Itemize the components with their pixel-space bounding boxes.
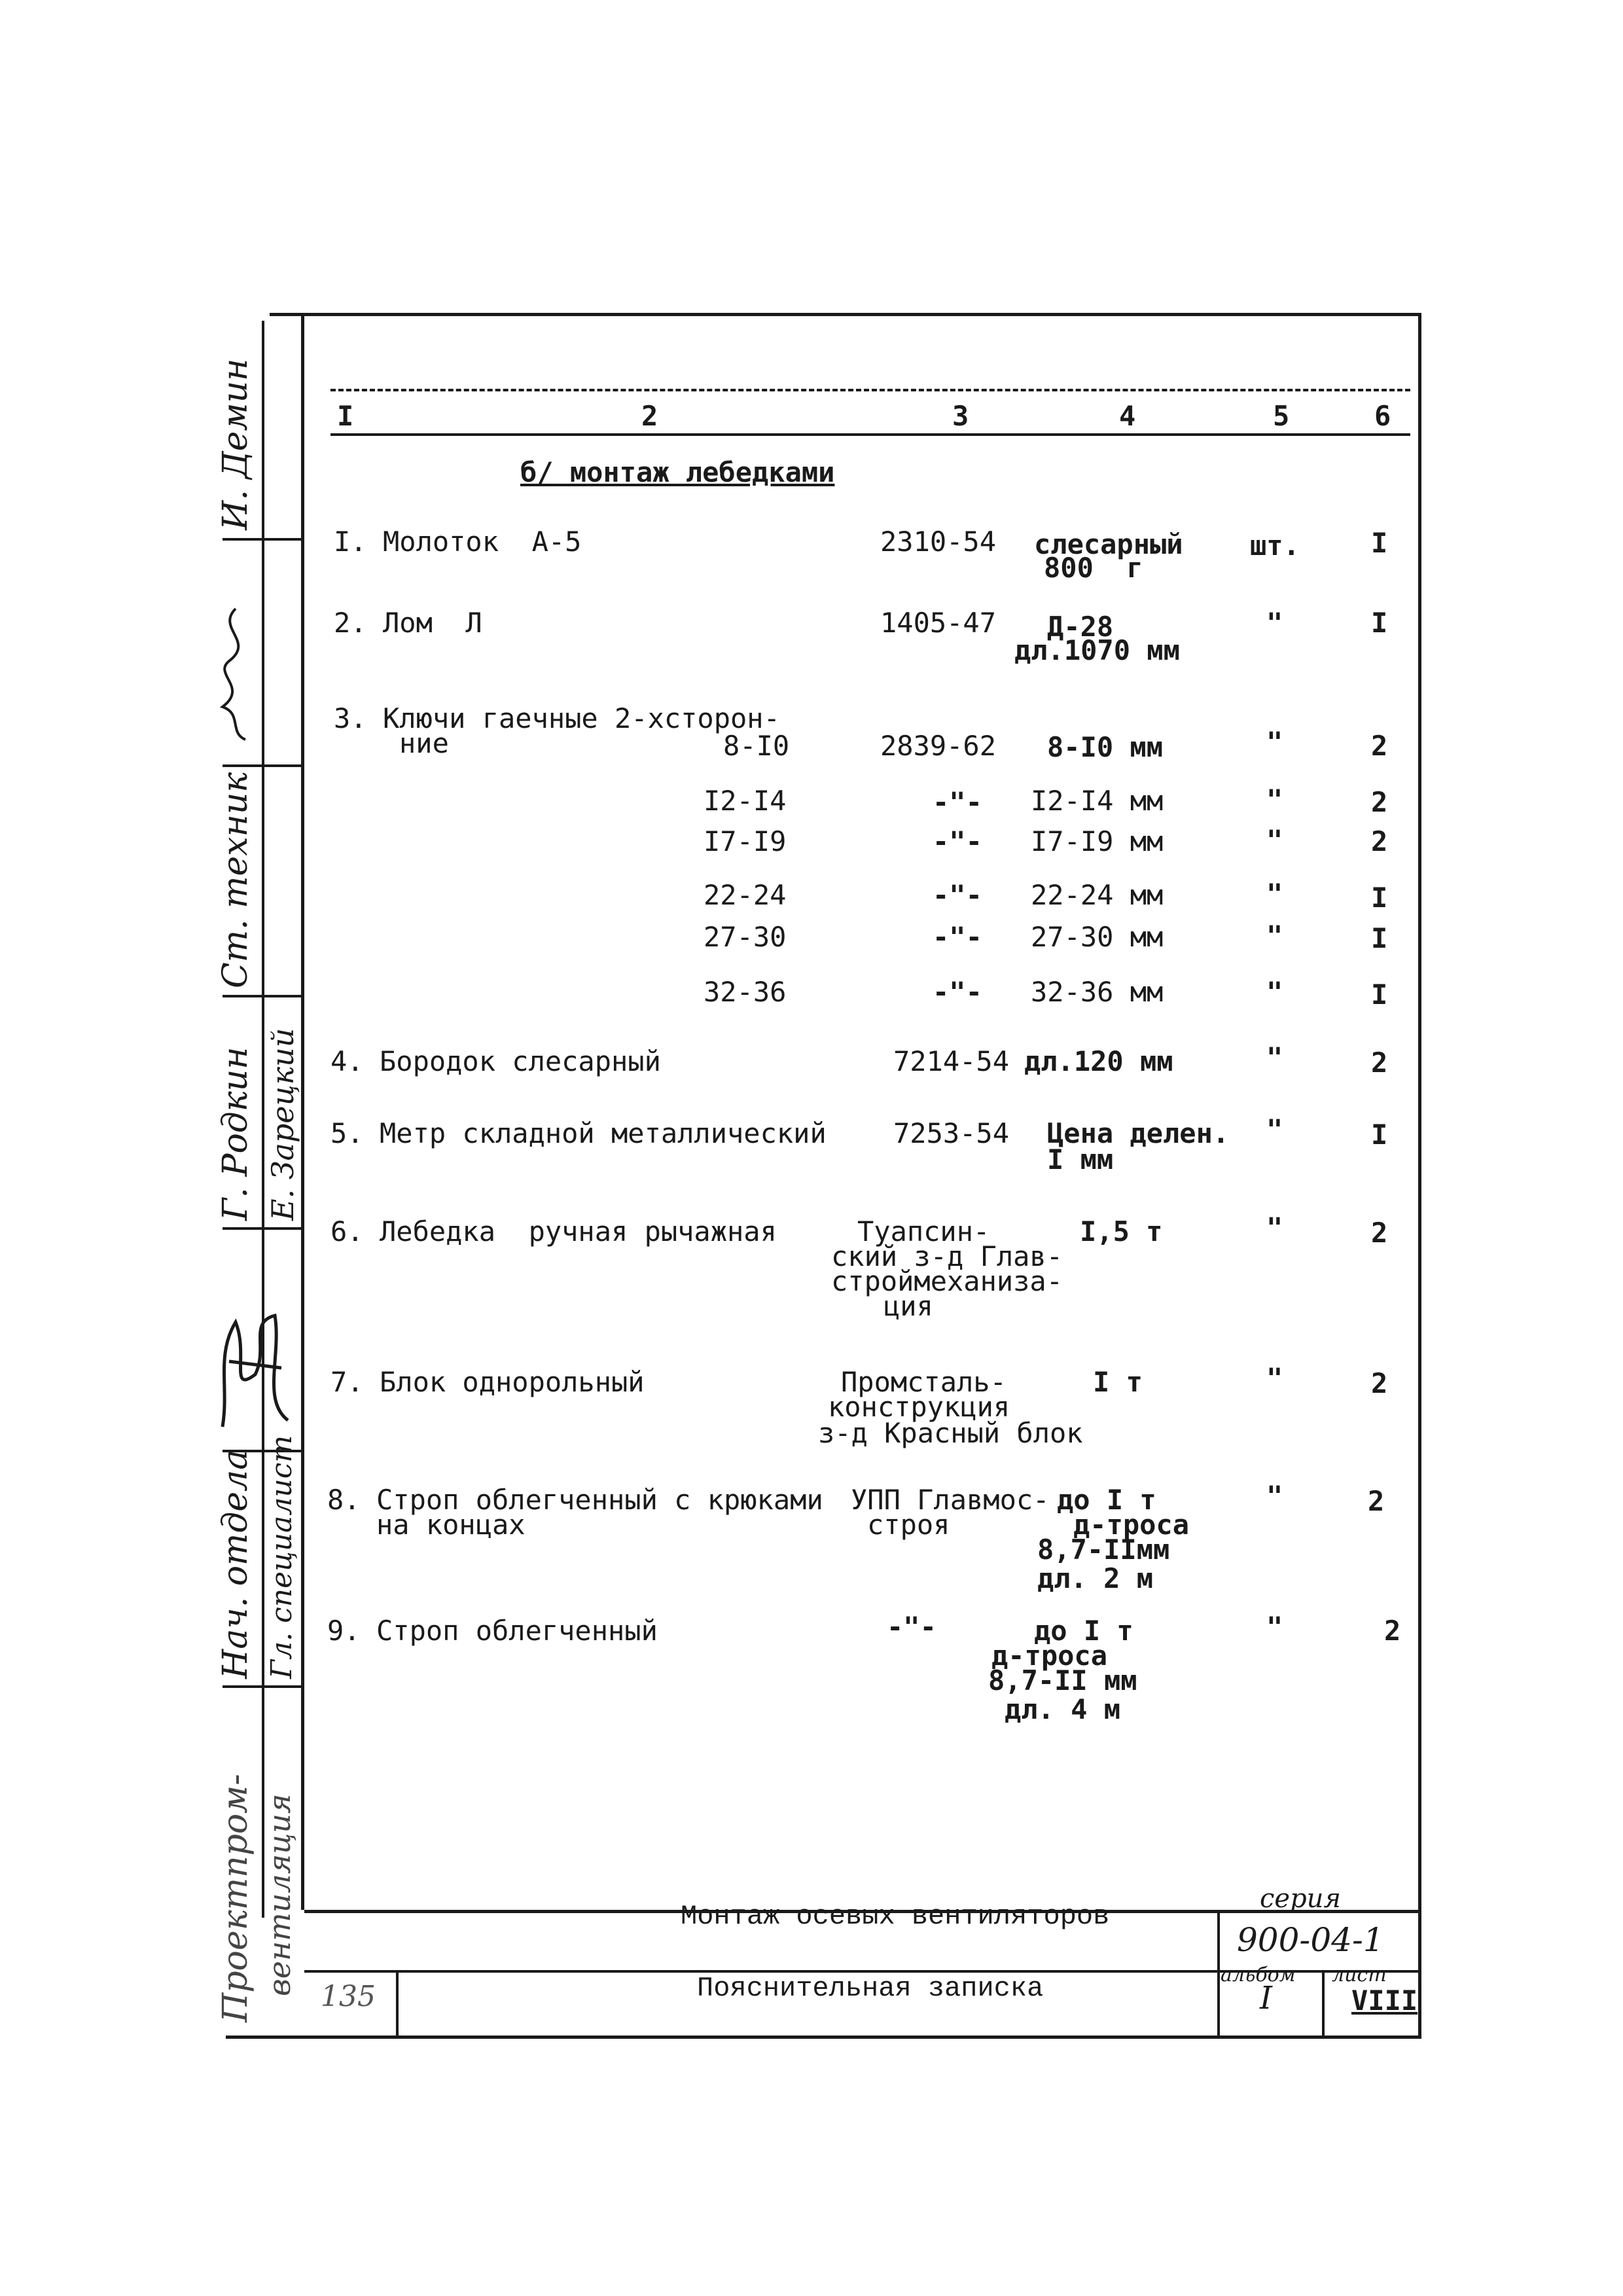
item-std: з-д Красный блок	[818, 1417, 1083, 1449]
code-number: 135	[321, 1980, 376, 2013]
stamp-sep-2	[223, 764, 304, 767]
item-spec: I мм	[1047, 1143, 1114, 1175]
stamp-sep-6	[223, 1685, 304, 1688]
item-qty: I	[1371, 527, 1388, 559]
item-size: 27-30	[704, 921, 787, 953]
item-spec: дл. 4 м	[1005, 1693, 1121, 1725]
item-std: строя	[867, 1509, 950, 1541]
item-spec: 8-I0 мм	[1047, 731, 1164, 763]
item-spec: I т	[1093, 1366, 1143, 1398]
stamp-col-line	[262, 321, 264, 1918]
item-qty: 2	[1384, 1615, 1401, 1647]
signature-icon	[209, 1296, 301, 1440]
stamp-sep-1	[223, 538, 304, 541]
item-name: Строп облегченный	[376, 1615, 658, 1647]
series-value: 900-04-1	[1237, 1921, 1384, 1959]
item-unit: "	[1266, 1113, 1283, 1145]
item-std: 1405-47	[880, 607, 997, 639]
item-std: Промсталь-	[841, 1366, 1007, 1398]
item-std: -"-	[933, 921, 982, 953]
item-unit: "	[1266, 1611, 1283, 1643]
item-num: 9.	[327, 1615, 361, 1647]
item-num: 6.	[330, 1215, 364, 1247]
doc-title-1: Монтаж осевых вентиляторов	[681, 1901, 1110, 1932]
item-name: Метр складной металлический	[380, 1117, 827, 1149]
item-spec: 800 г	[1044, 552, 1143, 584]
item-std: конструкция	[828, 1391, 1010, 1423]
item-unit: "	[1266, 878, 1283, 910]
stamp-name-rodkin: Г. Родкин	[216, 1047, 255, 1221]
item-name: Лебедка ручная рычажная	[380, 1215, 777, 1247]
item-name: Лом Л	[383, 607, 482, 639]
item-std: ция	[883, 1290, 933, 1322]
item-size: I7-I9	[704, 825, 787, 857]
item-qty: I	[1371, 1119, 1388, 1151]
col-header-4: 4	[1119, 400, 1136, 432]
series-label: серия	[1260, 1884, 1341, 1914]
frame-bottom	[226, 2036, 1421, 2039]
stamp-name-zaretsky: Е. Зарецкий	[265, 1028, 300, 1221]
item-spec: 27-30 мм	[1031, 921, 1164, 953]
frame-right	[1418, 313, 1421, 2039]
item-spec: до I т	[1057, 1484, 1156, 1516]
item-num: 2.	[334, 607, 367, 639]
item-qty: 2	[1371, 1367, 1388, 1399]
tb-vsplit	[1217, 1910, 1220, 2037]
item-qty: I	[1371, 922, 1388, 954]
item-name: Молоток А-5	[383, 526, 582, 558]
stamp-role-head: Нач. отдела	[216, 1449, 255, 1679]
section-title: б/ монтаж лебедками	[520, 456, 835, 488]
album-label: альбом	[1221, 1964, 1296, 1986]
item-spec: дл.120 мм	[1024, 1045, 1173, 1077]
stamp-sep-3	[223, 995, 304, 997]
item-std: -"-	[933, 786, 982, 818]
item-unit: "	[1266, 607, 1283, 639]
item-size: 8-I0	[723, 730, 790, 762]
item-name: Ключи гаечные 2-хсторон-	[383, 702, 780, 734]
item-spec: дл.1070 мм	[1014, 634, 1180, 666]
item-name: Бородок слесарный	[380, 1045, 661, 1077]
item-spec: 22-24 мм	[1031, 879, 1164, 911]
item-name: Блок однорольный	[380, 1366, 645, 1398]
item-std: УПП Главмос-	[851, 1484, 1050, 1516]
item-num: 7.	[330, 1366, 364, 1398]
item-spec: 8,7-IIмм	[1037, 1534, 1170, 1566]
item-std: строймеханиза-	[831, 1265, 1063, 1297]
item-spec: д-троса	[1073, 1509, 1190, 1541]
item-size: 22-24	[704, 879, 787, 911]
header-rule-top	[330, 389, 1410, 391]
item-std: 7214-54	[893, 1045, 1010, 1077]
item-unit: "	[1266, 976, 1283, 1008]
item-qty: I	[1371, 978, 1388, 1011]
item-qty: I	[1371, 607, 1388, 639]
item-spec: слесарный	[1034, 528, 1183, 560]
col-header-2: 2	[641, 400, 658, 432]
doc-title-2: Пояснительная записка	[697, 1973, 1044, 2004]
item-std: ский з-д Глав-	[831, 1240, 1063, 1272]
item-unit: "	[1266, 1480, 1283, 1512]
item-std: -"-	[933, 825, 982, 857]
item-num: 4.	[330, 1045, 364, 1077]
sheet-label: лист	[1332, 1964, 1387, 1986]
item-qty: 2	[1371, 1217, 1388, 1249]
col-header-1: I	[337, 400, 354, 432]
item-spec: Д-28	[1047, 611, 1114, 643]
item-name: на концах	[376, 1509, 526, 1541]
item-spec: до I т	[1034, 1615, 1133, 1647]
col-header-6: 6	[1374, 400, 1391, 432]
item-spec: Цена делен.	[1047, 1117, 1230, 1149]
item-spec: д-троса	[991, 1640, 1108, 1672]
stamp-org-2: вентиляция	[262, 1793, 297, 1996]
item-unit: "	[1266, 783, 1283, 816]
sheet-value: VIII	[1351, 1984, 1418, 2017]
item-qty: 2	[1371, 786, 1388, 818]
item-unit: "	[1266, 726, 1283, 758]
item-std: 2310-54	[880, 526, 997, 558]
item-unit: "	[1266, 920, 1283, 952]
item-std: -"-	[887, 1611, 936, 1643]
item-spec: 8,7-II мм	[988, 1664, 1137, 1696]
item-unit: "	[1266, 1362, 1283, 1394]
item-spec: I7-I9 мм	[1031, 825, 1164, 857]
item-std: 2839-62	[880, 730, 997, 762]
item-qty: 2	[1371, 825, 1388, 857]
item-qty: 2	[1371, 1047, 1388, 1079]
item-num: 3.	[334, 702, 367, 734]
stamp-role-technician: Ст. техник	[216, 772, 255, 988]
stamp-org-1: Проектпром-	[216, 1774, 255, 2022]
stamp-sep-4	[223, 1227, 304, 1230]
tb-code-split	[396, 1970, 399, 2037]
stamp-role-specialist: Гл. специалист	[265, 1435, 298, 1679]
item-unit: "	[1266, 824, 1283, 856]
item-qty: I	[1371, 882, 1388, 914]
item-std: -"-	[933, 976, 982, 1008]
item-spec: 32-36 мм	[1031, 976, 1164, 1008]
signature-icon	[209, 602, 262, 746]
item-std: Туапсин-	[857, 1215, 990, 1247]
item-size: I2-I4	[704, 785, 787, 817]
header-rule-bottom	[330, 433, 1410, 436]
col-header-3: 3	[952, 400, 969, 432]
album-value: I	[1260, 1980, 1272, 2017]
item-name: Строп облегченный с крюками	[376, 1484, 823, 1516]
col-header-5: 5	[1273, 400, 1290, 432]
item-spec: дл. 2 м	[1037, 1562, 1154, 1594]
item-num: 8.	[327, 1484, 361, 1516]
item-size: 32-36	[704, 976, 787, 1008]
item-num: I.	[334, 526, 367, 558]
item-qty: 2	[1371, 730, 1388, 762]
item-unit: "	[1266, 1211, 1283, 1244]
stamp-name-demin: И. Демин	[216, 358, 255, 530]
item-std: 7253-54	[893, 1117, 1010, 1149]
frame-top	[270, 313, 1421, 316]
item-qty: 2	[1368, 1485, 1385, 1517]
tb-vsplit2	[1322, 1970, 1325, 2037]
item-name: ние	[399, 727, 449, 759]
item-spec: I,5 т	[1080, 1215, 1163, 1247]
item-spec: I2-I4 мм	[1031, 785, 1164, 817]
item-unit: "	[1266, 1041, 1283, 1073]
item-num: 5.	[330, 1117, 364, 1149]
frame-left	[301, 313, 304, 1910]
item-std: -"-	[933, 879, 982, 911]
item-unit: шт.	[1250, 529, 1300, 562]
